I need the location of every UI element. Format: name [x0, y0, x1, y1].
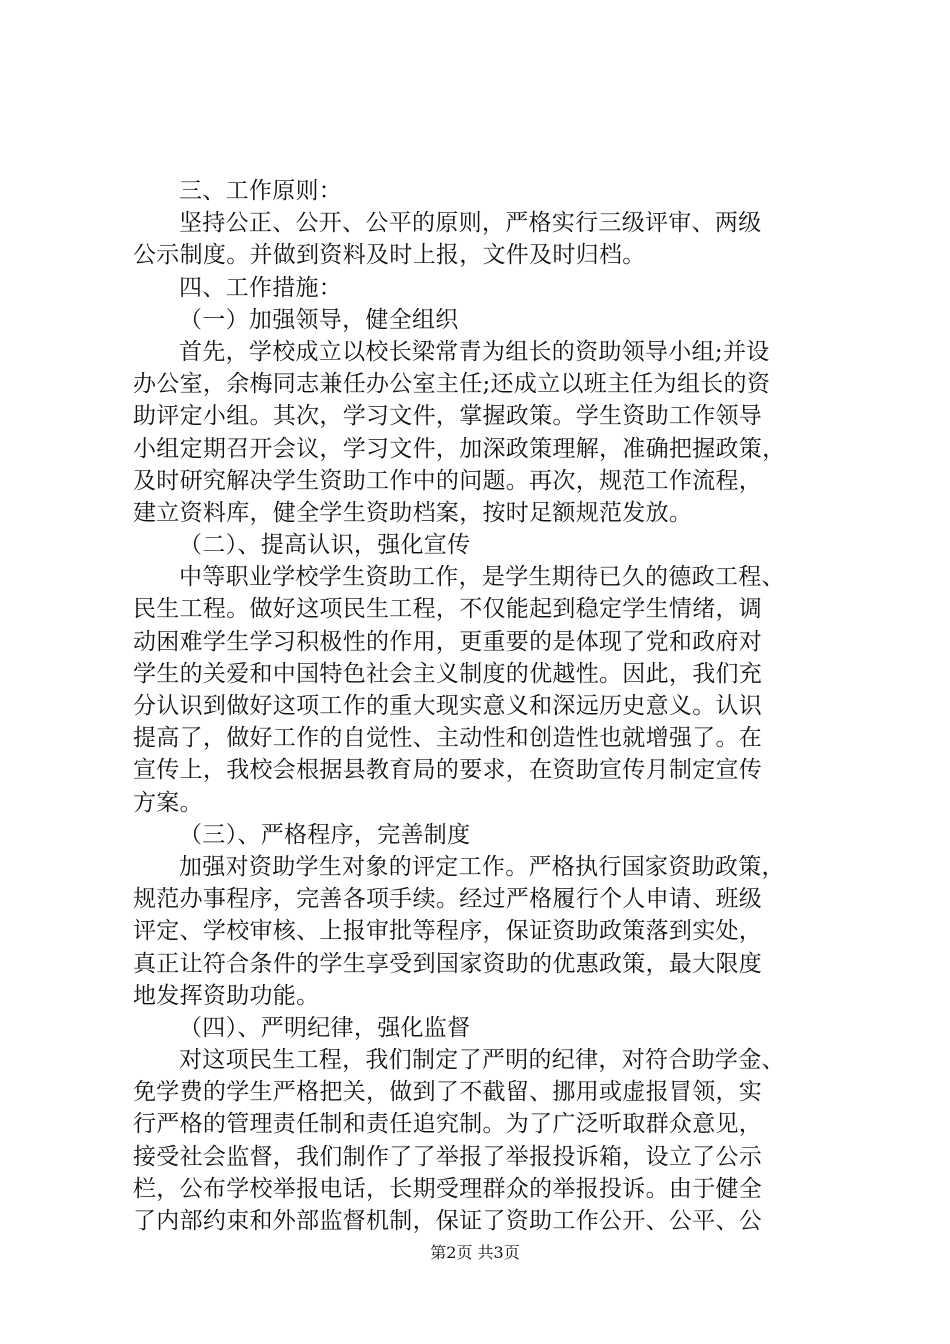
paragraph-line: 首先，学校成立以校长梁常青为组长的资助领导小组;并设	[179, 338, 770, 365]
subheading-discipline: （四）、严明纪律，强化监督	[179, 1014, 471, 1041]
subheading-procedure: （三）、严格程序，完善制度	[179, 821, 471, 848]
paragraph-line: 行严格的管理责任制和责任追究制。为了广泛听取群众意见，	[133, 1111, 763, 1138]
paragraph-line: 学生的关爱和中国特色社会主义制度的优越性。因此，我们充	[133, 660, 763, 687]
subheading-awareness: （二）、提高认识，强化宣传	[179, 532, 471, 559]
paragraph-line: 真正让符合条件的学生享受到国家资助的优惠政策，最大限度	[133, 950, 763, 977]
paragraph-line: 接受社会监督，我们制作了了举报了举报投诉箱，设立了公示	[133, 1143, 763, 1170]
section-heading-measures: 四、工作措施：	[179, 274, 343, 301]
paragraph-line: 动困难学生学习积极性的作用，更重要的是体现了党和政府对	[133, 628, 763, 655]
paragraph-line: 免学费的学生严格把关，做到了不截留、挪用或虚报冒领，实	[133, 1079, 763, 1106]
paragraph-line: 了内部约束和外部监督机制，保证了资助工作公开、公平、公	[133, 1208, 763, 1234]
document-body	[133, 175, 833, 1237]
page-footer	[0, 1243, 950, 1263]
paragraph-line: 栏，公布学校举报电话，长期受理群众的举报投诉。由于健全	[133, 1175, 763, 1202]
paragraph-line: 及时研究解决学生资助工作中的问题。再次，规范工作流程，	[133, 467, 763, 494]
paragraph-line: 地发挥资助功能。	[133, 982, 320, 1009]
paragraph-line: 民生工程。做好这项民生工程，不仅能起到稳定学生情绪，调	[133, 596, 763, 623]
paragraph-line: 加强对资助学生对象的评定工作。严格执行国家资助政策，	[179, 853, 785, 880]
paragraph-line: 提高了，做好工作的自觉性、主动性和创造性也就增强了。在	[133, 725, 763, 752]
paragraph-line: 方案。	[133, 789, 203, 816]
paragraph-line: 办公室，余梅同志兼任办公室主任;还成立以班主任为组长的资	[133, 371, 771, 398]
section-heading-principles: 三、工作原则：	[179, 178, 343, 204]
paragraph-line: 建立资料库，健全学生资助档案，按时足额规范发放。	[133, 499, 693, 526]
paragraph-line: 评定、学校审核、上报审批等程序，保证资助政策落到实处，	[133, 918, 763, 945]
paragraph-line: 分认识到做好这项工作的重大现实意义和深远历史意义。认识	[133, 693, 763, 719]
paragraph-line: 小组定期召开会议，学习文件，加深政策理解，准确把握政策，	[133, 435, 786, 462]
paragraph-line: 公示制度。并做到资料及时上报，文件及时归档。	[133, 242, 646, 269]
subheading-leadership: （一）加强领导，健全组织	[179, 306, 459, 333]
paragraph-line: 对这项民生工程，我们制定了严明的纪律，对符合助学金、	[179, 1047, 785, 1074]
paragraph-line: 规范办事程序，完善各项手续。经过严格履行个人申请、班级	[133, 886, 763, 913]
paragraph-line: 宣传上，我校会根据县教育局的要求，在资助宣传月制定宣传	[133, 757, 763, 784]
paragraph-line: 中等职业学校学生资助工作，是学生期待已久的德政工程、	[179, 564, 785, 591]
paragraph-line: 坚持公正、公开、公平的原则，严格实行三级评审、两级	[179, 210, 762, 237]
paragraph-line: 助评定小组。其次，学习文件，掌握政策。学生资助工作领导	[133, 403, 763, 430]
page-number: 第2页 共3页	[430, 1243, 520, 1262]
